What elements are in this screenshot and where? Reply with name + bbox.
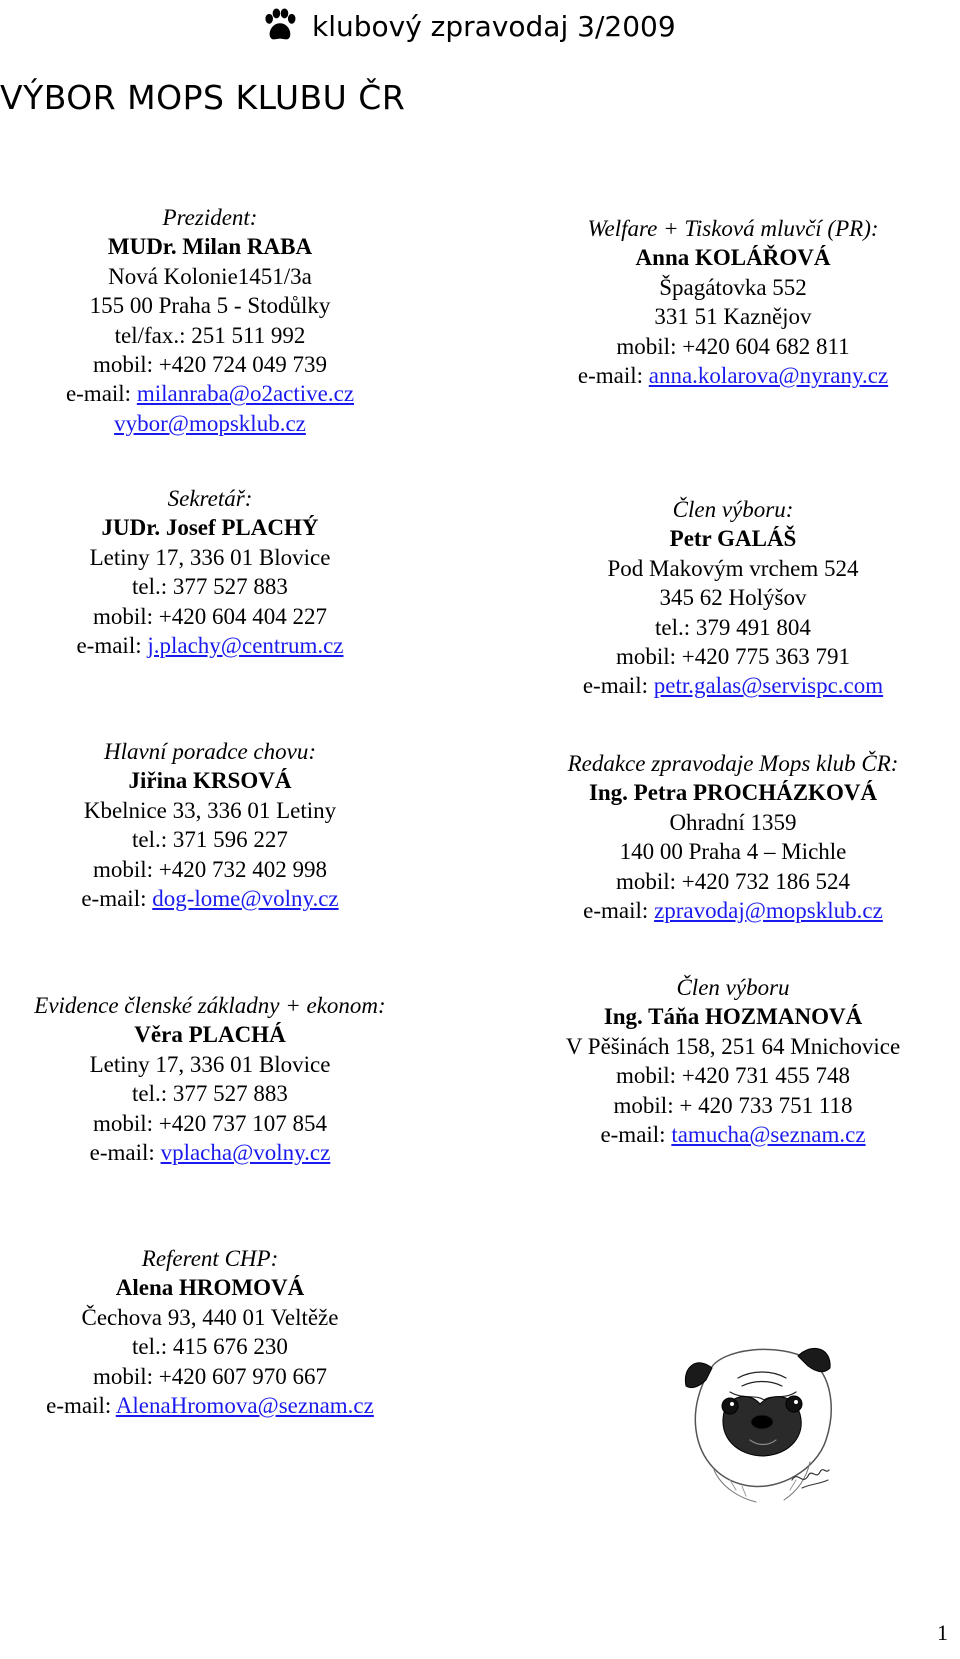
email-link-2[interactable]: vybor@mopsklub.cz	[114, 410, 306, 436]
phone-line: mobil: +420 732 402 998	[92, 856, 328, 882]
email-line	[10, 1138, 410, 1167]
phone-line: tel.: 379 491 804	[655, 614, 811, 640]
member-chp-referent	[10, 1244, 410, 1420]
address-line: Letiny 17, 336 01 Blovice	[89, 544, 331, 570]
email-line	[10, 631, 410, 660]
member-galas	[515, 495, 951, 701]
email-link[interactable]: tamucha@seznam.cz	[671, 1122, 866, 1148]
member-name: JUDr. Josef PLACHÝ	[101, 515, 319, 541]
email-link[interactable]: vplacha@volny.cz	[160, 1140, 331, 1166]
email-link[interactable]: AlenaHromova@seznam.cz	[115, 1393, 374, 1419]
email-label: e-mail:	[600, 1122, 672, 1148]
email-label: e-mail:	[89, 1140, 161, 1166]
member-secretary	[10, 484, 410, 660]
member-role: Welfare + Tisková mluvčí (PR):	[587, 216, 879, 241]
phone-line: tel.: 415 676 230	[132, 1334, 288, 1360]
phone-line: mobil: +420 731 455 748	[615, 1063, 851, 1089]
phone-line: tel.: 377 527 883	[132, 1081, 288, 1107]
phone-line: mobil: +420 607 970 667	[92, 1363, 328, 1389]
member-role: Hlavní poradce chovu:	[103, 739, 317, 764]
phone-line: tel.: 371 596 227	[132, 827, 288, 853]
address-line: Pod Makovým vrchem 524	[607, 555, 859, 581]
member-role: Sekretář:	[167, 486, 253, 511]
member-name: Anna KOLÁŘOVÁ	[635, 245, 831, 271]
phone-line: mobil: +420 724 049 739	[92, 352, 328, 378]
phone-line: mobil: +420 737 107 854	[92, 1110, 328, 1136]
member-role: Člen výboru:	[672, 497, 794, 522]
page-number: 1	[937, 1620, 948, 1645]
member-president	[10, 203, 410, 438]
email-line	[10, 379, 410, 408]
header-text: klubový zpravodaj 3/2009	[312, 9, 676, 43]
member-role: Referent CHP:	[141, 1246, 279, 1271]
email-line	[10, 884, 410, 913]
email-link[interactable]: milanraba@o2active.cz	[136, 381, 355, 407]
address-line: Špagátovka 552	[659, 274, 807, 300]
member-name: Ing. Petra PROCHÁZKOVÁ	[588, 780, 878, 806]
email-line	[10, 1391, 410, 1420]
email-label: e-mail:	[81, 886, 153, 912]
email-label: e-mail:	[76, 633, 148, 659]
member-name: Alena HROMOVÁ	[115, 1275, 305, 1301]
email-line-2	[10, 409, 410, 438]
email-link[interactable]: dog-lome@volny.cz	[152, 886, 339, 912]
member-name: Jiřina KRSOVÁ	[128, 768, 292, 794]
phone-line: tel.: 377 527 883	[132, 574, 288, 600]
email-label: e-mail:	[65, 381, 137, 407]
address-line: 345 62 Holýšov	[659, 585, 807, 611]
address-line: 140 00 Praha 4 – Michle	[619, 839, 847, 865]
paw-icon	[262, 8, 298, 44]
email-line	[515, 361, 951, 390]
phone-line: mobil: +420 604 682 811	[616, 333, 850, 359]
member-breeding-advisor	[10, 737, 410, 913]
email-line	[515, 671, 951, 700]
address-line: Čechova 93, 440 01 Veltěže	[81, 1304, 339, 1330]
pug-illustration	[660, 1330, 860, 1510]
phone-line: mobil: +420 604 404 227	[92, 603, 328, 629]
phone-line: tel/fax.: 251 511 992	[114, 322, 306, 348]
member-name: Věra PLACHÁ	[134, 1022, 286, 1048]
member-editorial	[515, 749, 951, 925]
member-hozmanova	[515, 973, 951, 1149]
email-line	[515, 896, 951, 925]
address-line: Letiny 17, 336 01 Blovice	[89, 1051, 331, 1077]
email-label: e-mail:	[46, 1393, 116, 1419]
email-line	[515, 1120, 951, 1149]
phone-line: mobil: +420 732 186 524	[615, 868, 851, 894]
address-line: Kbelnice 33, 336 01 Letiny	[83, 797, 337, 823]
member-role: Redakce zpravodaje Mops klub ČR:	[567, 751, 899, 776]
member-name: Ing. Táňa HOZMANOVÁ	[603, 1004, 863, 1030]
address-line: Nová Kolonie1451/3a	[108, 263, 312, 289]
phone-line: mobil: + 420 733 751 118	[613, 1092, 853, 1118]
member-role: Člen výboru	[676, 975, 790, 1000]
member-name: Petr GALÁŠ	[669, 526, 797, 552]
email-label: e-mail:	[583, 898, 655, 924]
email-link[interactable]: zpravodaj@mopsklub.cz	[654, 898, 883, 924]
email-link[interactable]: anna.kolarova@nyrany.cz	[648, 363, 889, 389]
member-role: Prezident:	[162, 205, 258, 230]
member-role: Evidence členské základny + ekonom:	[34, 993, 386, 1018]
address-line: 331 51 Kaznějov	[654, 304, 812, 330]
member-name: MUDr. Milan RABA	[107, 234, 313, 260]
address-line: Ohradní 1359	[669, 809, 797, 835]
phone-line: mobil: +420 775 363 791	[615, 644, 851, 670]
address-line: 155 00 Praha 5 - Stodůlky	[89, 293, 331, 319]
header	[262, 4, 676, 48]
email-link[interactable]: j.plachy@centrum.cz	[147, 633, 344, 659]
address-line: V Pěšinách 158, 251 64 Mnichovice	[565, 1033, 901, 1059]
email-label: e-mail:	[577, 363, 649, 389]
email-link[interactable]: petr.galas@servispc.com	[653, 673, 884, 699]
page-title: VÝBOR MOPS KLUBU ČR	[0, 78, 406, 117]
email-label: e-mail:	[582, 673, 654, 699]
member-membership	[10, 991, 410, 1167]
member-welfare	[515, 214, 951, 390]
